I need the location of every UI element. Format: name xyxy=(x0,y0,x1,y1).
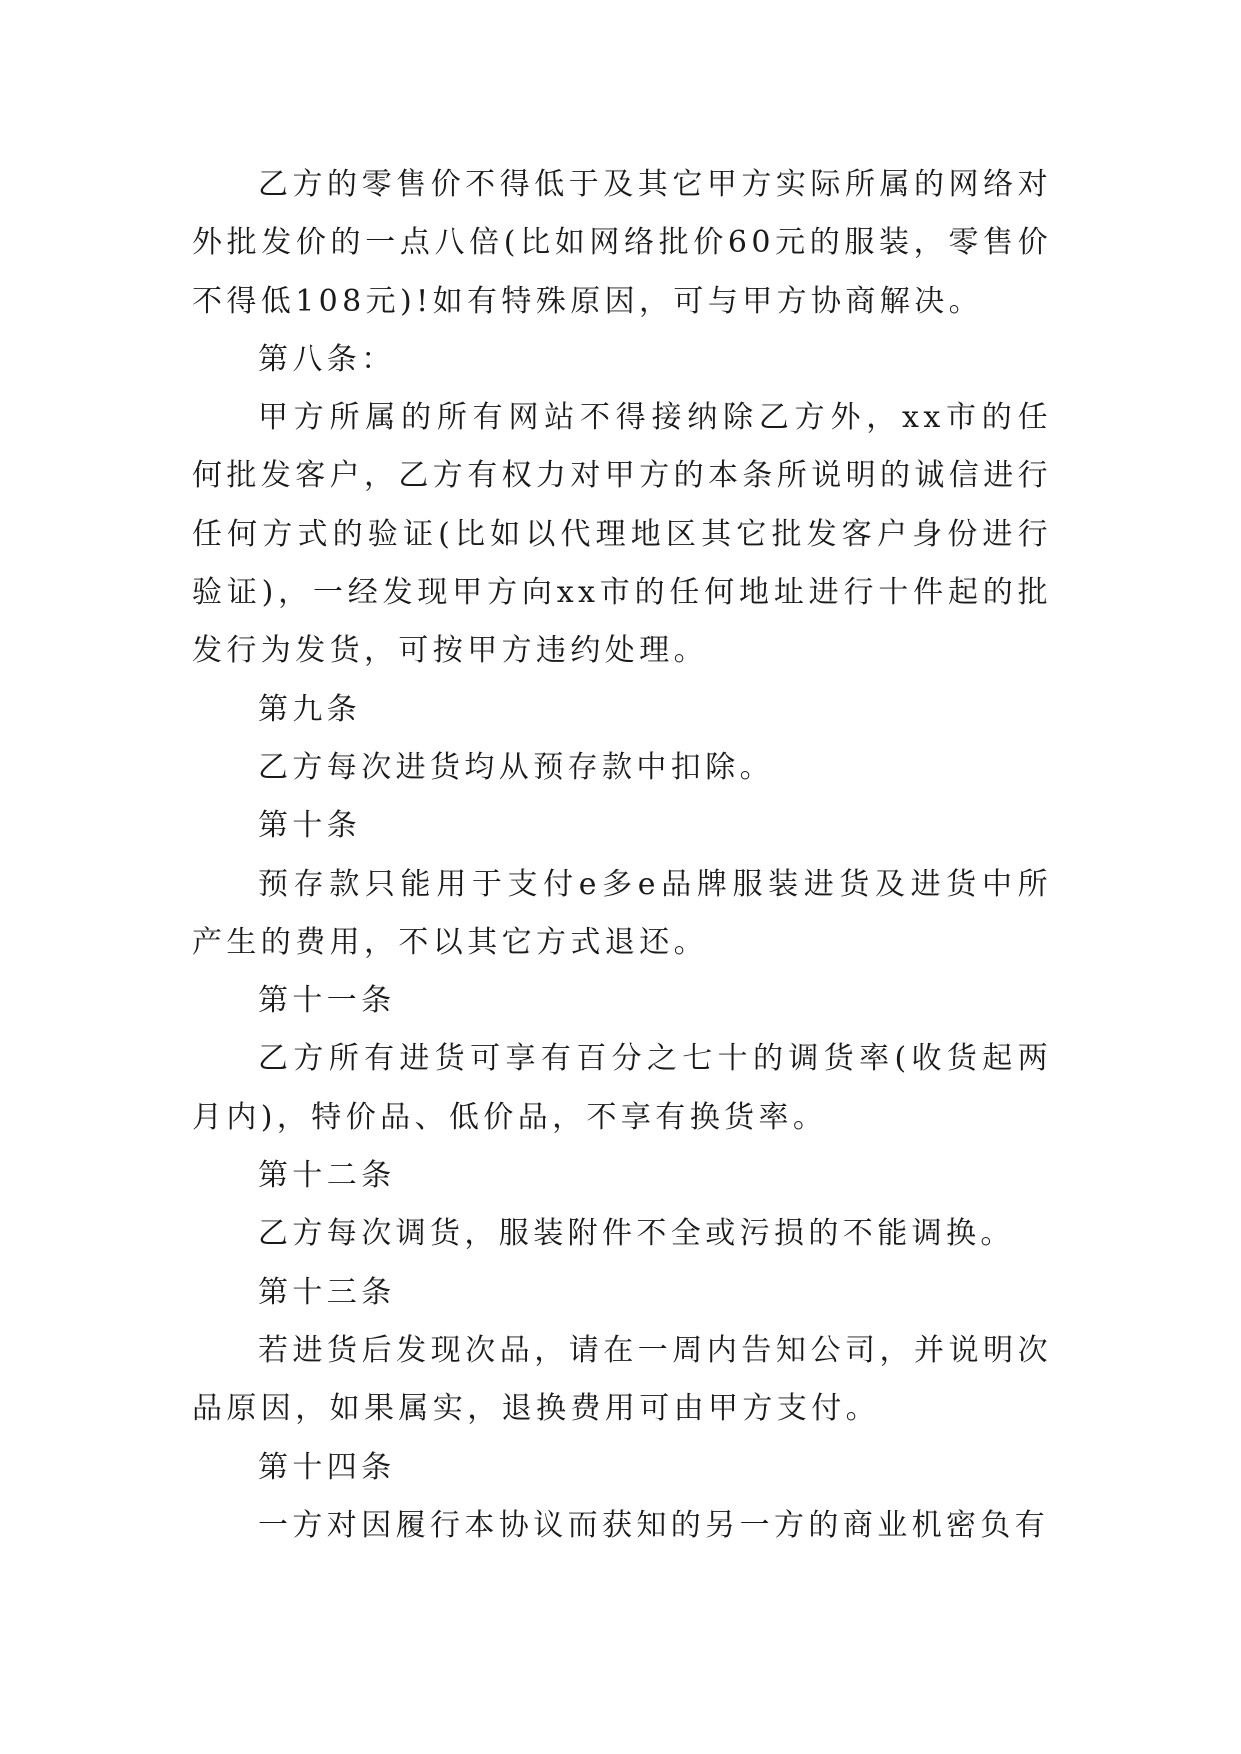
article-heading-10: 第十条 xyxy=(258,808,362,844)
article-heading-9: 第九条 xyxy=(258,691,362,727)
paragraph-article-8: 甲方所属的所有网站不得接纳除乙方外，xx市的任何批发客户，乙方有权力对甲方的本条所说明的诚信进行任何方式的验证(比如以代理地区其它批发客户身份进行验证)，一经发现甲方向xx市的任何地址进行十件起的批发行为发货，可按甲方违约处理。 xyxy=(192,400,1052,669)
article-heading-12: 第十二条 xyxy=(258,1158,396,1194)
article-heading-8: 第八条： xyxy=(258,341,396,377)
article-heading-13: 第十三条 xyxy=(258,1274,396,1310)
paragraph-article-13: 若进货后发现次品，请在一周内告知公司，并说明次品原因，如果属实，退换费用可由甲方支付。 xyxy=(192,1332,1052,1427)
paragraph-article-14: 一方对因履行本协议而获知的另一方的商业机密负有 xyxy=(258,1507,1050,1543)
paragraph-article-9: 乙方每次进货均从预存款中扣除。 xyxy=(258,749,774,785)
paragraph-article-10: 预存款只能用于支付e多e品牌服装进货及进货中所产生的费用，不以其它方式退还。 xyxy=(192,866,1052,960)
paragraph-article-12: 乙方每次调货，服装附件不全或污损的不能调换。 xyxy=(258,1216,1015,1252)
paragraph-retail-price: 乙方的零售价不得低于及其它甲方实际所属的网络对外批发价的一点八倍(比如网络批价60元的服装，零售价不得低108元)!如有特殊原因，可与甲方协商解决。 xyxy=(192,167,1052,319)
paragraph-article-11: 乙方所有进货可享有百分之七十的调货率(收货起两月内)，特价品、低价品，不享有换货率。 xyxy=(192,1041,1052,1135)
document-page xyxy=(192,156,1052,1555)
article-heading-14: 第十四条 xyxy=(258,1449,396,1485)
article-heading-11: 第十一条 xyxy=(258,983,396,1019)
